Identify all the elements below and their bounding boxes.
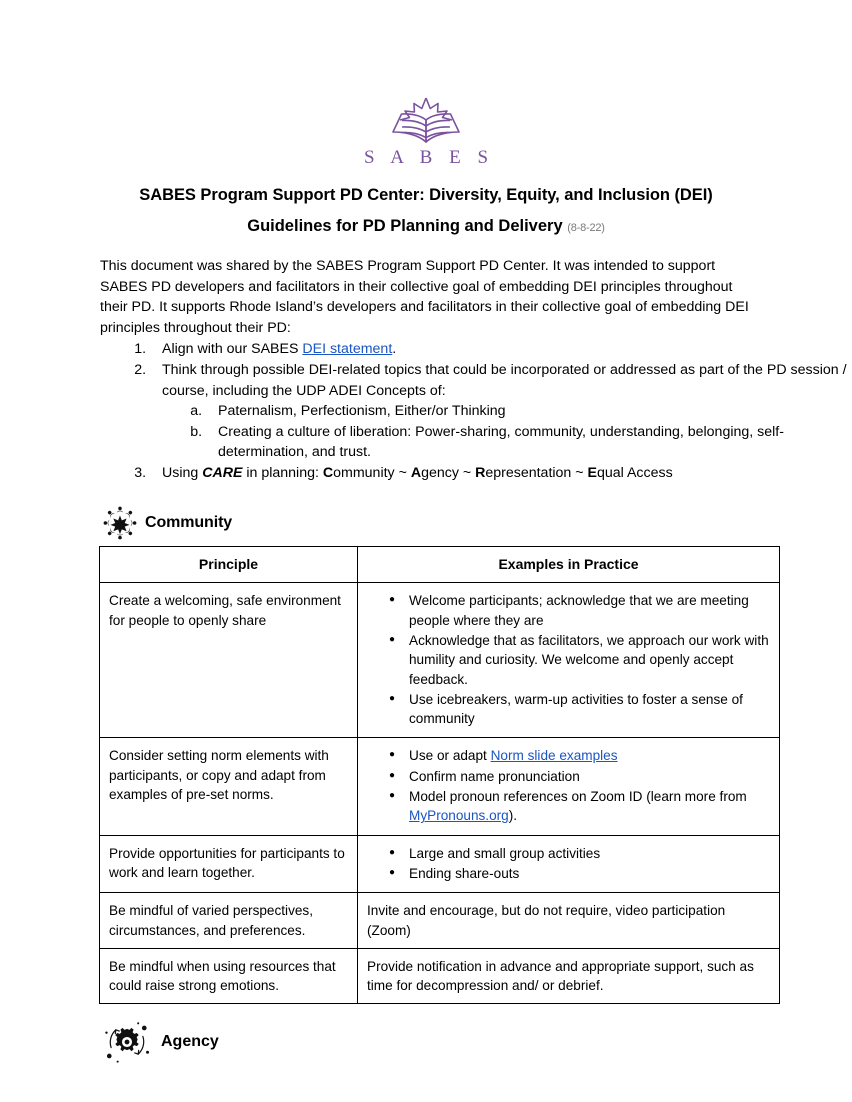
- agency-gear-orbit-icon: [99, 1018, 155, 1066]
- care-c-rest: ommunity ~: [333, 464, 411, 481]
- column-header-principle: Principle: [100, 546, 358, 583]
- principle-cell: Provide opportunities for participants to work and learn together.: [100, 835, 358, 893]
- list-item-2: [150, 360, 852, 463]
- principle-cell: Create a welcoming, safe environment for people to openly share: [100, 583, 358, 738]
- list-item: [389, 787, 770, 826]
- agency-heading-label: Agency: [161, 1033, 219, 1051]
- list-item: ● Use icebreakers, warm-up activities to foster a sense of community: [389, 690, 770, 729]
- page-subtitle: [0, 217, 852, 236]
- list-item: ● Ending share-outs: [389, 864, 770, 883]
- table-row: [100, 583, 780, 738]
- pronoun-pre-text: Model pronoun references on Zoom ID (learn more from: [409, 789, 747, 805]
- community-section-heading: [103, 506, 852, 540]
- table-row: [100, 948, 780, 1004]
- principle-cell: Be mindful when using resources that could raise strong emotions.: [100, 948, 358, 1004]
- list-item: ● Acknowledge that as facilitators, we approach our work with humility and curiosity. We welcome and openly accept feedback.: [389, 631, 770, 689]
- subtitle-text: Guidelines for PD Planning and Delivery: [247, 217, 563, 235]
- agency-section-heading: [99, 1018, 852, 1066]
- examples-cell: [358, 738, 780, 835]
- examples-list: [367, 844, 770, 884]
- confirm-pronunciation-text: Confirm name pronunciation: [409, 768, 580, 784]
- examples-list: [367, 746, 770, 825]
- community-heading-label: Community: [145, 513, 233, 531]
- item3-mid-text: in planning:: [242, 464, 323, 481]
- care-acronym: CARE: [202, 464, 243, 481]
- care-r-rest: epresentation ~: [485, 464, 588, 481]
- examples-list: [367, 591, 770, 728]
- principle-cell: Consider setting norm elements with participants, or copy and adapt from examples of pre-set norms.: [100, 738, 358, 835]
- sabes-logo-block: [0, 0, 852, 169]
- table-row: [100, 738, 780, 835]
- norm-pre-text: Use or adapt: [409, 748, 491, 764]
- care-e: E: [587, 464, 597, 481]
- sabes-wordmark: S A B E S: [363, 147, 495, 168]
- examples-cell: Provide notification in advance and appropriate support, such as time for decompression and/ or debrief.: [358, 948, 780, 1004]
- care-e-rest: qual Access: [596, 464, 673, 481]
- list-item: ● Large and small group activities: [389, 844, 770, 863]
- table-row: [100, 835, 780, 893]
- list-item-1: [150, 339, 852, 360]
- principle-cell: Be mindful of varied perspectives, circumstances, and preferences.: [100, 893, 358, 949]
- sabes-open-book-sun-logo-icon: [380, 96, 472, 146]
- examples-cell: [358, 583, 780, 738]
- guidelines-list: [0, 339, 852, 483]
- list-item: ● Welcome participants; acknowledge that we are meeting people where they are: [389, 591, 770, 630]
- community-people-circle-icon: [103, 506, 137, 540]
- item2-text: Think through possible DEI-related topics that could be incorporated or addressed as part of the PD session / course, including the UDP ADEI Concepts of:: [162, 361, 847, 399]
- mypronouns-link[interactable]: MyPronouns.org: [409, 808, 509, 824]
- norm-slide-examples-link[interactable]: Norm slide examples: [490, 748, 618, 764]
- list-item: [389, 746, 770, 765]
- list-item-3-care: [150, 463, 852, 484]
- item1-post-text: .: [392, 341, 397, 358]
- pronoun-post-text: ).: [508, 808, 518, 824]
- table-header-row: [100, 546, 780, 583]
- list-item-2b: b. Creating a culture of liberation: Power-sharing, community, understanding, belonging, self-determination, and trust.: [206, 422, 852, 463]
- list-item-2a: a. Paternalism, Perfectionism, Either/or Thinking: [206, 401, 852, 422]
- intro-paragraph: This document was shared by the SABES Program Support PD Center. It was intended to support SABES PD developers and facilitators in their collective goal of embedding DEI principles throughout their PD. It supports Rhode Island’s developers and facilitators in their collective goal of embedding DEI principles throughout their PD:: [100, 258, 749, 336]
- care-c: C: [322, 464, 334, 481]
- examples-cell: Invite and encourage, but do not require, video participation (Zoom): [358, 893, 780, 949]
- dei-statement-link[interactable]: DEI statement: [302, 341, 393, 358]
- document-date: (8-8-22): [567, 222, 605, 234]
- care-a-rest: gency ~: [421, 464, 476, 481]
- item3-pre-text: Using: [162, 464, 203, 481]
- table-row: [100, 893, 780, 949]
- care-a: A: [410, 464, 422, 481]
- community-principles-table: [99, 546, 780, 1005]
- column-header-examples: Examples in Practice: [358, 546, 780, 583]
- item1-pre-text: Align with our SABES: [162, 341, 303, 358]
- page-title: SABES Program Support PD Center: Diversity, Equity, and Inclusion (DEI): [139, 186, 713, 204]
- udp-adei-sublist: [162, 401, 852, 463]
- list-item: [389, 767, 770, 786]
- care-r: R: [475, 464, 486, 481]
- examples-cell: [358, 835, 780, 893]
